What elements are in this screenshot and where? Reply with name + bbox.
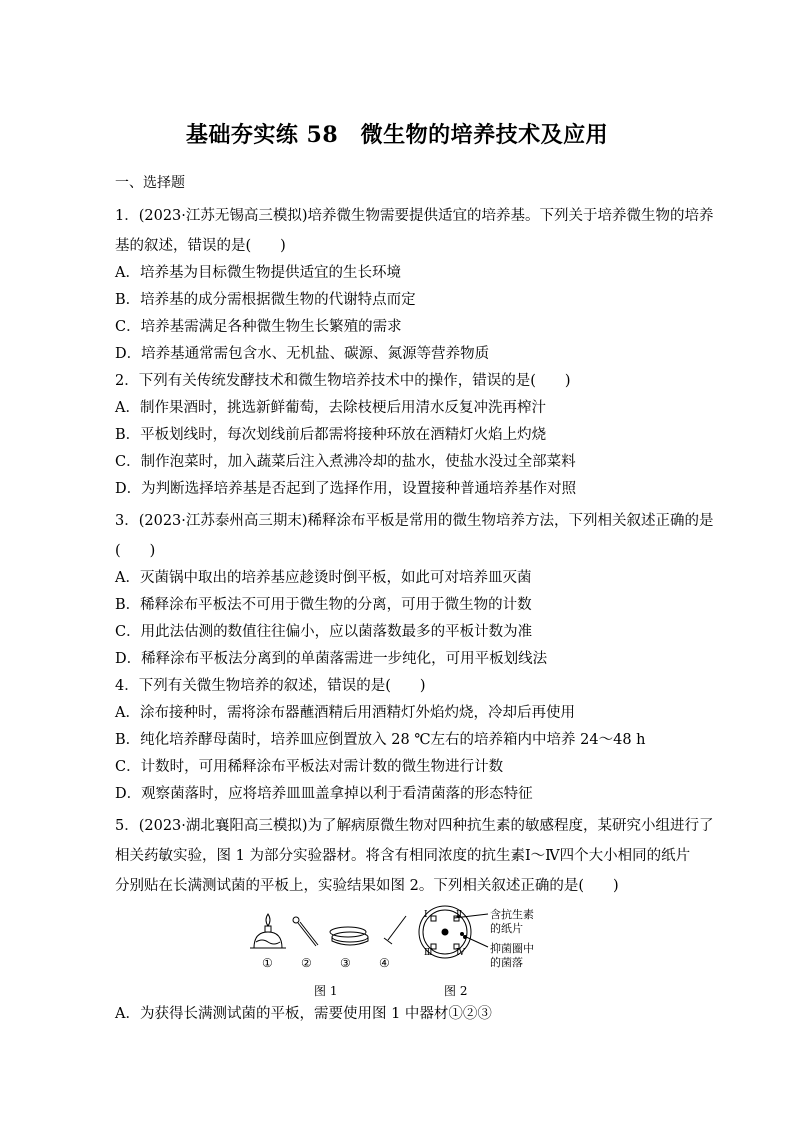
question-5-stem-cont-2: 分别贴在长满测试菌的平板上，实验结果如图 2。下列相关叙述正确的是( ): [115, 878, 619, 894]
question-4-option-c: C．计数时，可用稀释涂布平板法对需计数的微生物进行计数: [115, 759, 504, 775]
question-5-stem-cont-1: 相关药敏实验，图 1 为部分实验器材。将含有相同浓度的抗生素Ⅰ～Ⅳ四个大小相同的纸片: [115, 848, 691, 864]
question-1-option-b: B．培养基的成分需根据微生物的代谢特点而定: [115, 292, 416, 308]
question-3-option-a: A．灭菌锅中取出的培养基应趁烫时倒平板，如此可对培养皿灭菌: [115, 570, 532, 586]
question-1-stem-cont: 基的叙述，错误的是( ): [115, 238, 286, 254]
question-3-option-d: D．稀释涂布平板法分离到的单菌落需进一步纯化，可用平板划线法: [115, 651, 548, 667]
tool-label-3: ③: [340, 956, 351, 970]
question-3-stem: 3．(2023·江苏泰州高三期末)稀释涂布平板是常用的微生物培养方法，下列相关叙述正确的是: [115, 513, 714, 529]
question-1-option-d: D．培养基通常需包含水、无机盐、碳源、氮源等营养物质: [115, 346, 490, 362]
inoculation-loop-icon: [293, 917, 318, 946]
alcohol-lamp-icon: [250, 914, 286, 948]
question-2-option-a: A．制作果酒时，挑选新鲜葡萄，去除枝梗后用清水反复冲洗再榨汁: [115, 400, 546, 416]
page-title: 基础夯实练 58 微生物的培养技术及应用: [185, 122, 609, 148]
question-2-option-d: D．为判断选择培养基是否起到了选择作用，设置接种普通培养基作对照: [115, 481, 577, 497]
question-4-option-a: A．涂布接种时，需将涂布器蘸酒精后用酒精灯外焰灼烧，冷却后再使用: [115, 705, 575, 721]
question-5-option-a: A．为获得长满测试菌的平板，需要使用图 1 中器材①②③: [115, 1006, 492, 1022]
callout-colony-line-1: 抑菌圈中: [490, 942, 534, 955]
callout-colony-line-2: 的菌落: [490, 956, 523, 969]
question-1-option-a: A．培养基为目标微生物提供适宜的生长环境: [115, 265, 401, 281]
question-3-option-b: B．稀释涂布平板法不可用于微生物的分离，可用于微生物的计数: [115, 597, 532, 613]
question-1-option-c: C．培养基需满足各种微生物生长繁殖的需求: [115, 319, 402, 335]
question-4-option-d: D．观察菌落时，应将培养皿皿盖拿掉以利于看清菌落的形态特征: [115, 786, 533, 802]
figure-1-caption: 图 1: [314, 984, 338, 998]
callout-disc-line-2: 的纸片: [490, 922, 523, 935]
tool-label-1: ①: [262, 956, 273, 970]
question-3-option-c: C．用此法估测的数值往往偏小，应以菌落数最多的平板计数为准: [115, 624, 533, 640]
petri-dish-icon: [330, 927, 368, 945]
experiment-figure: [240, 902, 580, 1002]
callout-disc-line-1: 含抗生素: [490, 908, 534, 921]
dish-label-1: Ⅰ: [424, 910, 428, 920]
dish-label-4: Ⅳ: [456, 948, 465, 958]
question-2-option-c: C．制作泡菜时，加入蔬菜后注入煮沸冷却的盐水，使盐水没过全部菜料: [115, 454, 576, 470]
question-5-stem: 5．(2023·湖北襄阳高三模拟)为了解病原微生物对四种抗生素的敏感程度，某研究小组进行了: [115, 818, 714, 834]
dish-label-3: Ⅲ: [424, 948, 433, 958]
question-4-stem: 4．下列有关微生物培养的叙述，错误的是( ): [115, 678, 426, 694]
dish-label-2: Ⅱ: [456, 910, 463, 920]
figure-2-caption: 图 2: [444, 984, 468, 998]
question-2-option-b: B．平板划线时，每次划线前后都需将接种环放在酒精灯火焰上灼烧: [115, 427, 547, 443]
tool-label-2: ②: [301, 956, 312, 970]
tool-label-4: ④: [379, 956, 390, 970]
question-4-option-b: B．纯化培养酵母菌时，培养皿应倒置放入 28 ℃左右的培养箱内中培养 24～48 h: [115, 732, 646, 748]
question-2-stem: 2．下列有关传统发酵技术和微生物培养技术中的操作，错误的是( ): [115, 373, 571, 389]
section-heading: 一、选择题: [115, 175, 185, 191]
spreader-icon: [384, 916, 406, 944]
question-3-stem-cont: ( ): [115, 543, 156, 559]
question-1-stem: 1．(2023·江苏无锡高三模拟)培养微生物需要提供适宜的培养基。下列关于培养微生物的培养: [115, 208, 714, 224]
